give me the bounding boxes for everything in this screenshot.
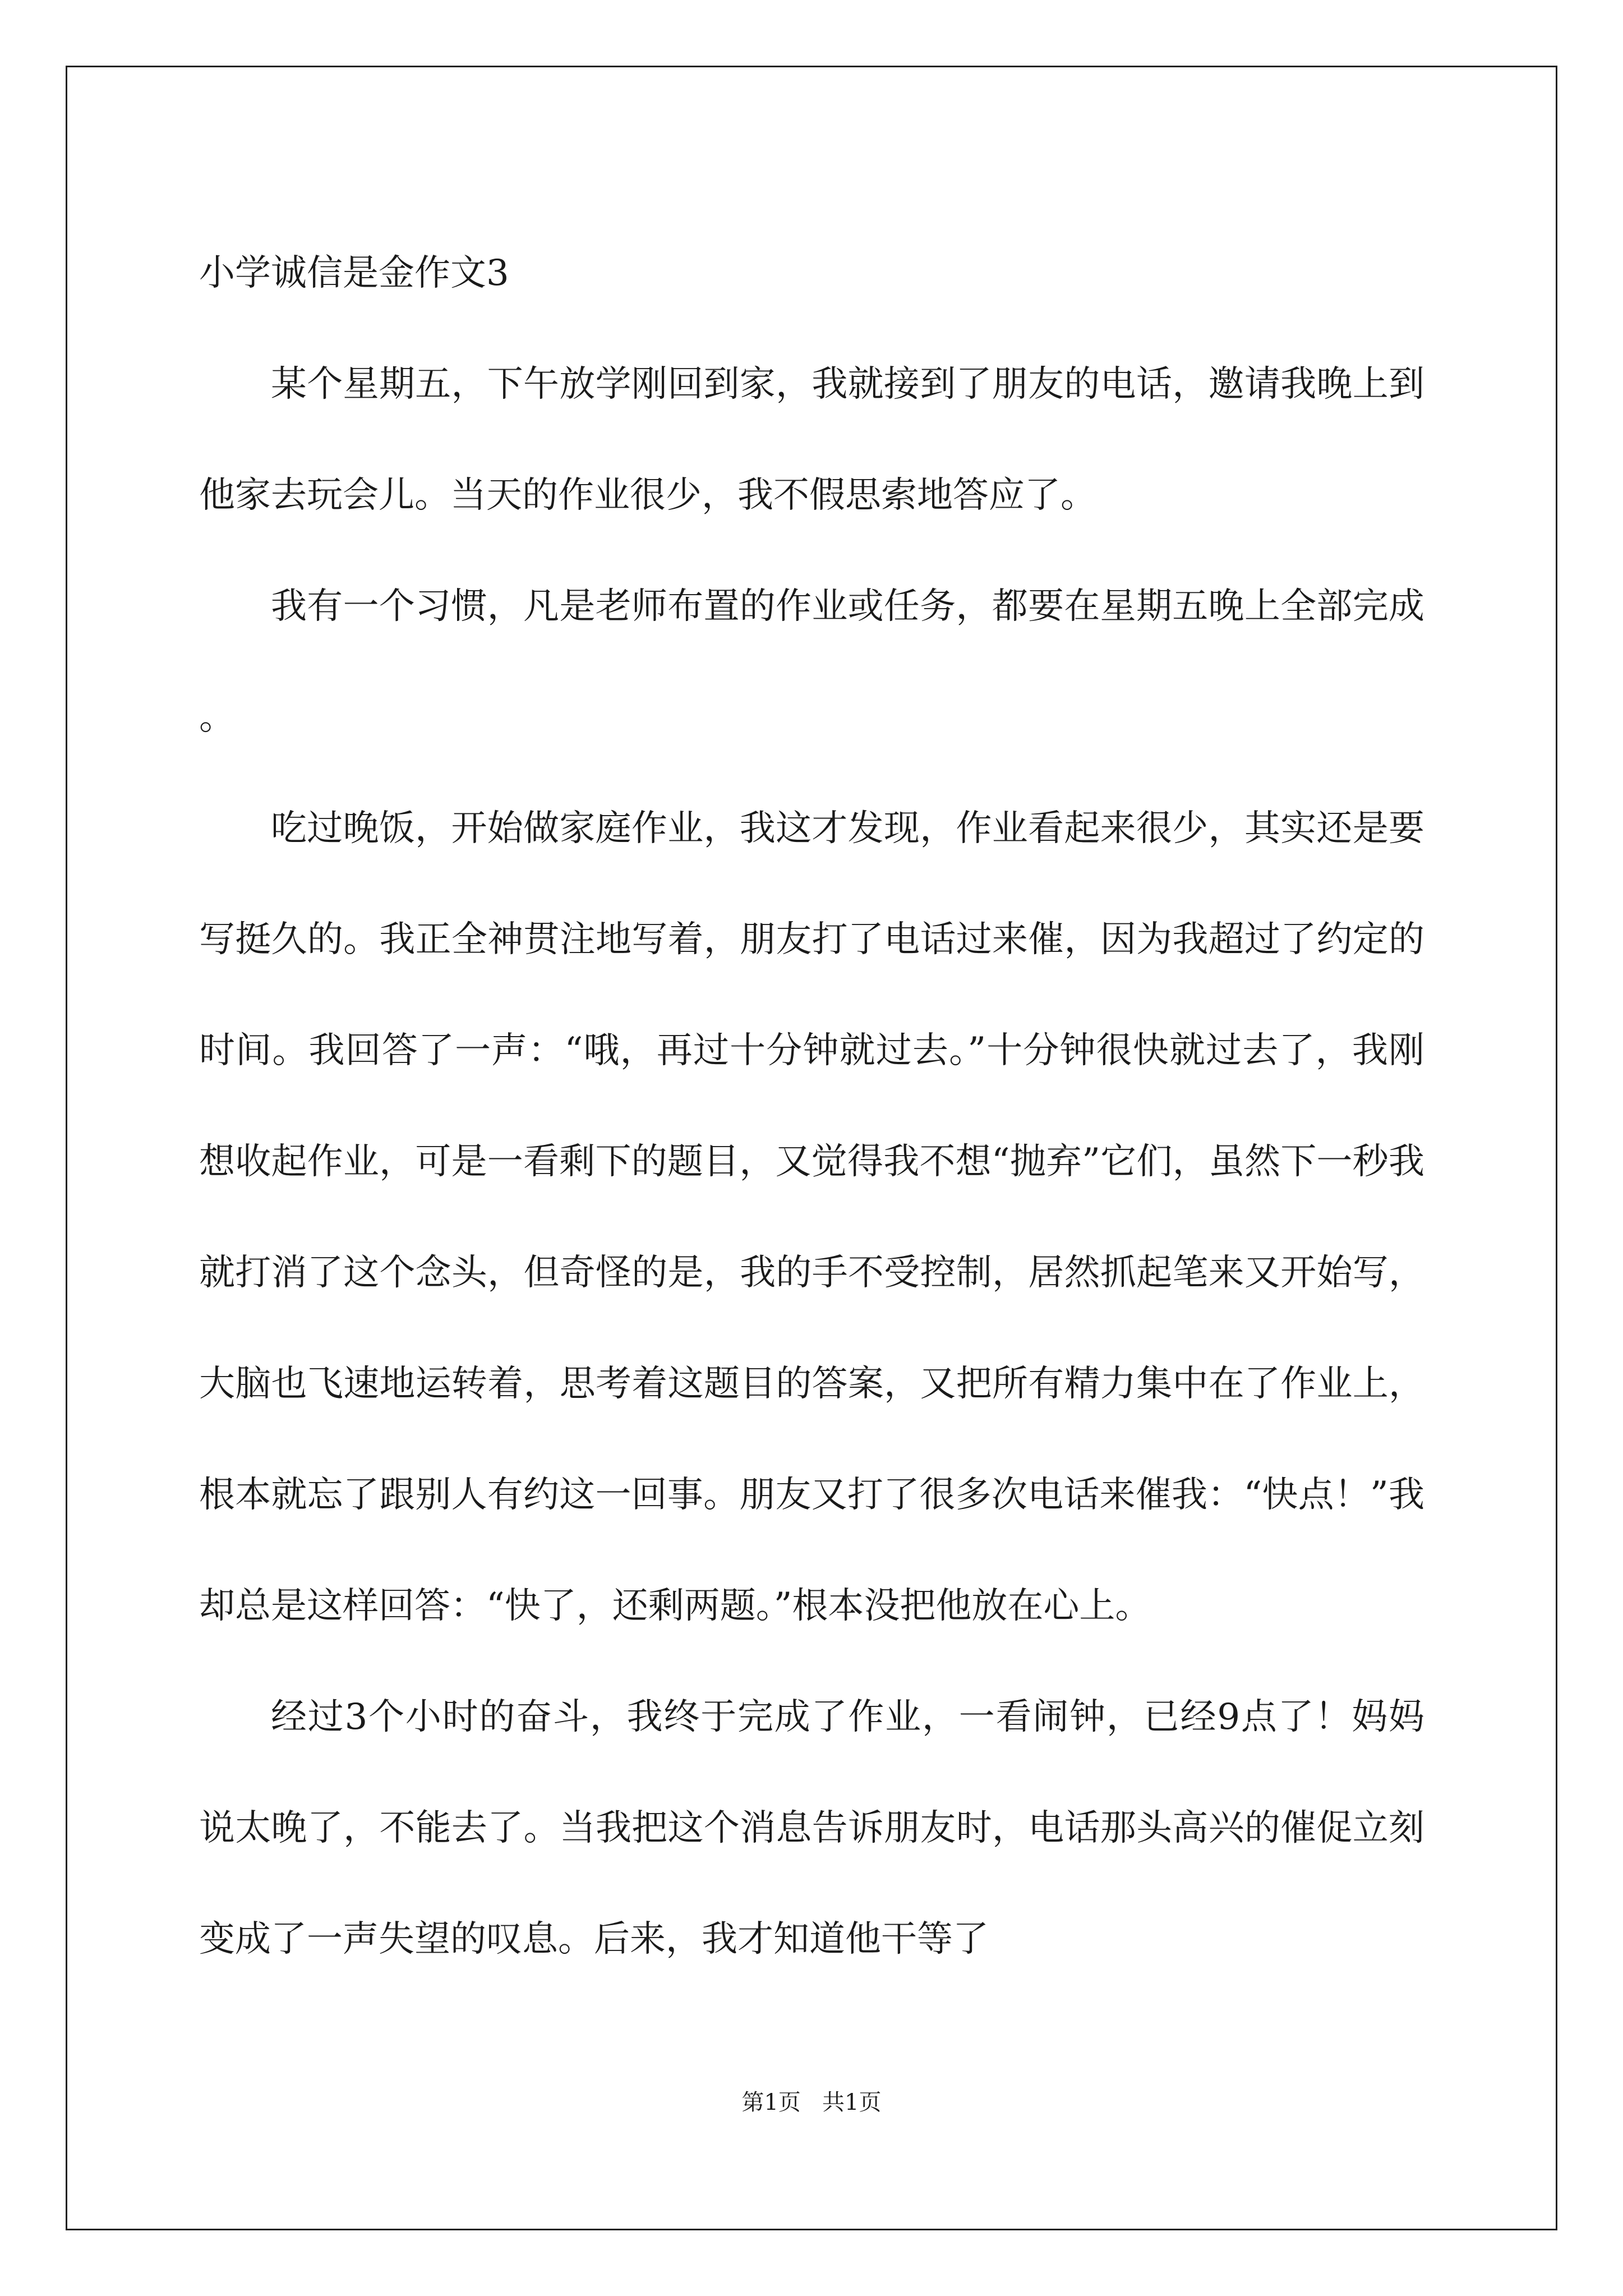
- page-number-footer: 第1页 共1页: [741, 2090, 882, 2115]
- document-title: 小学诚信是金作文3: [199, 252, 509, 294]
- paragraph-1: 某个星期五，下午放学刚回到家，我就接到了朋友的电话，邀请我晚上到他家去玩会儿。当天的作业很少，我不假思索地答应了。: [199, 364, 1424, 516]
- paragraph-4: 经过3个小时的奋斗，我终于完成了作业，一看闹钟，已经9点了！妈妈说太晚了，不能去了。当我把这个消息告诉朋友时，电话那头高兴的催促立刻变成了一声失望的叹息。后来，我才知道他干等了: [199, 1696, 1424, 1960]
- paragraph-3: 吃过晚饭，开始做家庭作业，我这才发现，作业看起来很少，其实还是要写挺久的。我正全神贯注地写着，朋友打了电话过来催，因为我超过了约定的时间。我回答了一声：“哦，再过十分钟就过去。”十分钟很快就过去了，我刚想收起作业，可是一看剩下的题目，又觉得我不想“抛弃”它们，虽然下一秒我就打消了这个念头，但奇怪的是，我的手不受控制，居然抓起笔来又开始写，大脑也飞速地运转着，思考着这题目的答案，又把所有精力集中在了作业上，根本就忘了跟别人有约这一回事。朋友又打了很多次电话来催我：“快点！”我却总是这样回答：“快了，还剩两题。”根本没把他放在心上。: [199, 808, 1424, 1627]
- paragraph-2: 我有一个习惯，凡是老师布置的作业或任务，都要在星期五晚上全部完成。: [199, 586, 1424, 738]
- document-body: [199, 218, 1424, 1995]
